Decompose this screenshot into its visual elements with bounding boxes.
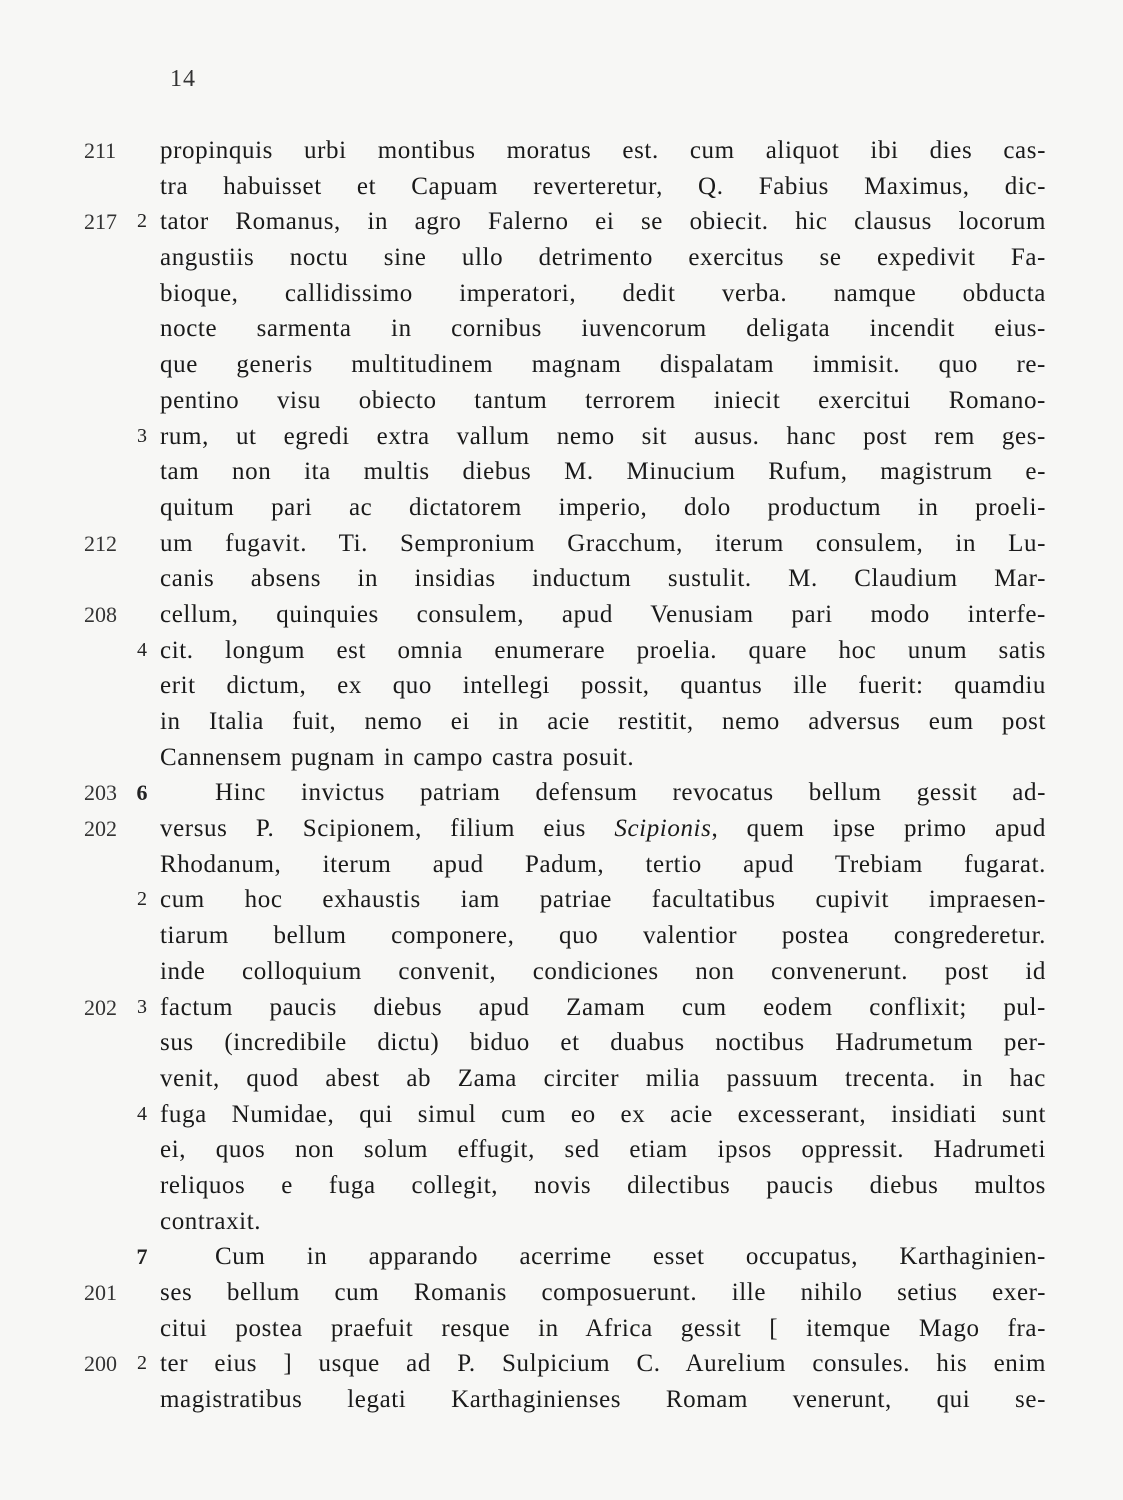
- text-line: [0, 1204, 1123, 1240]
- line-text: ter eius ] usque ad P. Sulpicium C. Aurelium consules. his enim: [160, 1350, 1046, 1378]
- margin-year: 203: [84, 780, 117, 806]
- text-line: [0, 1061, 1123, 1097]
- text-line: [0, 1097, 1123, 1133]
- text-line: [0, 383, 1123, 419]
- text-line: [0, 311, 1123, 347]
- margin-year: 208: [84, 601, 117, 627]
- margin-year: 212: [84, 530, 117, 556]
- text-line: [0, 1132, 1123, 1168]
- line-text: Cannensem pugnam in campo castra posuit.: [160, 743, 635, 771]
- line-text: ses bellum cum Romanis composuerunt. ille nihilo setius exer-: [160, 1279, 1046, 1306]
- text-line: [0, 1168, 1123, 1204]
- section-number: 4: [137, 1102, 147, 1125]
- line-text-post: , quem ipse primo apud: [711, 815, 1046, 843]
- section-number: 2: [137, 1352, 147, 1375]
- margin-year: 217: [84, 209, 117, 235]
- line-text: in Italia fuit, nemo ei in acie restitit, nemo adversus eum post: [160, 708, 1046, 735]
- text-line: [0, 240, 1123, 276]
- text-line: [0, 1239, 1123, 1275]
- text-line: [0, 1275, 1123, 1311]
- text-line: [0, 204, 1123, 240]
- line-text-pre: versus P. Scipionem, filium eius: [160, 815, 615, 843]
- margin-year: 202: [84, 994, 117, 1020]
- line-text: que generis multitudinem magnam dispalatam immisit. quo re-: [160, 351, 1046, 379]
- line-text: Hinc invictus patriam defensum revocatus bellum gessit ad-: [215, 779, 1046, 807]
- line-text: factum paucis diebus apud Zamam cum eodem conflixit; pul-: [160, 993, 1046, 1021]
- text-line: [0, 668, 1123, 704]
- line-text: pentino visu obiecto tantum terrorem iniecit exercitui Romano-: [160, 386, 1046, 414]
- text-line: [0, 454, 1123, 490]
- line-text: bioque, callidissimo imperatori, dedit verba. namque obducta: [160, 279, 1046, 307]
- text-line: [0, 1346, 1123, 1382]
- text-line: [0, 169, 1123, 205]
- margin-year: 202: [84, 816, 117, 842]
- line-text: venit, quod abest ab Zama circiter milia passuum trecenta. in hac: [160, 1064, 1046, 1092]
- line-text: quitum pari ac dictatorem imperio, dolo productum in proeli-: [160, 493, 1046, 521]
- chapter-number: 7: [136, 1244, 148, 1270]
- line-text: Rhodanum, iterum apud Padum, tertio apud Trebiam fugarat.: [160, 850, 1046, 878]
- line-text: ei, quos non solum effugit, sed etiam ipsos oppressit. Hadrumeti: [160, 1136, 1046, 1164]
- line-text: canis absens in insidias inductum sustulit. M. Claudium Mar-: [160, 565, 1046, 593]
- page-number: 14: [170, 66, 196, 92]
- text-line: [0, 1382, 1123, 1418]
- text-line: [0, 704, 1123, 740]
- line-text: erit dictum, ex quo intellegi possit, quantus ille fuerit: quamdiu: [160, 672, 1046, 700]
- italic-name: Scipionis: [614, 815, 712, 843]
- text-line: [0, 597, 1123, 633]
- text-line: [0, 775, 1123, 811]
- line-text: cit. longum est omnia enumerare proelia. quare hoc unum satis: [160, 636, 1046, 664]
- line-text: nocte sarmenta in cornibus iuvencorum deligata incendit eius-: [160, 315, 1046, 343]
- line-text: propinquis urbi montibus moratus est. cum aliquot ibi dies cas-: [160, 137, 1046, 164]
- section-number: 3: [137, 995, 147, 1018]
- text-line: [0, 526, 1123, 562]
- margin-year: 201: [84, 1280, 117, 1305]
- text-body: [0, 133, 1123, 1418]
- line-text: reliquos e fuga collegit, novis dilectibus paucis diebus multos: [160, 1171, 1046, 1199]
- line-text: tator Romanus, in agro Falerno ei se obiecit. hic clausus locorum: [160, 208, 1046, 236]
- section-number: 2: [137, 210, 147, 233]
- line-text: contraxit.: [160, 1207, 262, 1235]
- text-line: [0, 133, 1123, 169]
- section-number: 3: [137, 424, 147, 447]
- margin-year: 211: [84, 138, 117, 163]
- text-line: [0, 918, 1123, 954]
- line-text: cellum, quinquies consulem, apud Venusiam pari modo interfe-: [160, 600, 1046, 628]
- line-text: [160, 811, 1046, 847]
- text-line: [0, 882, 1123, 918]
- text-line: [0, 347, 1123, 383]
- line-text: citui postea praefuit resque in Africa gessit [ itemque Mago fra-: [160, 1314, 1046, 1342]
- line-text: tam non ita multis diebus M. Minucium Rufum, magistrum e-: [160, 458, 1046, 486]
- section-number: 4: [137, 638, 147, 661]
- text-line: [0, 1311, 1123, 1347]
- text-line: [0, 847, 1123, 883]
- line-text: tra habuisset et Capuam reverteretur, Q. Fabius Maximus, dic-: [160, 172, 1046, 200]
- line-text: Cum in apparando acerrime esset occupatus, Karthaginien-: [215, 1243, 1046, 1271]
- margin-year: 200: [84, 1351, 117, 1377]
- line-text: cum hoc exhaustis iam patriae facultatibus cupivit impraesen-: [160, 886, 1046, 914]
- section-number: 2: [137, 888, 147, 911]
- text-line: [0, 954, 1123, 990]
- line-text: magistratibus legati Karthaginienses Romam venerunt, qui se-: [160, 1386, 1046, 1414]
- text-line: [0, 990, 1123, 1026]
- line-text: sus (incredibile dictu) biduo et duabus noctibus Hadrumetum per-: [160, 1029, 1046, 1057]
- line-text: tiarum bellum componere, quo valentior postea congrederetur.: [160, 922, 1046, 950]
- text-line: [0, 811, 1123, 847]
- text-line: [0, 740, 1123, 776]
- line-text: fuga Numidae, qui simul cum eo ex acie excesserant, insidiati sunt: [160, 1100, 1046, 1128]
- text-line: [0, 419, 1123, 455]
- line-text: angustiis noctu sine ullo detrimento exercitus se expedivit Fa-: [160, 244, 1046, 272]
- line-text: um fugavit. Ti. Sempronium Gracchum, iterum consulem, in Lu-: [160, 529, 1046, 557]
- text-line: [0, 276, 1123, 312]
- text-line: [0, 490, 1123, 526]
- chapter-number: 6: [136, 780, 148, 806]
- line-text: inde colloquium convenit, condiciones non convenerunt. post id: [160, 957, 1046, 985]
- line-text: rum, ut egredi extra vallum nemo sit ausus. hanc post rem ges-: [160, 422, 1046, 450]
- text-line: [0, 561, 1123, 597]
- text-line: [0, 1025, 1123, 1061]
- text-line: [0, 633, 1123, 669]
